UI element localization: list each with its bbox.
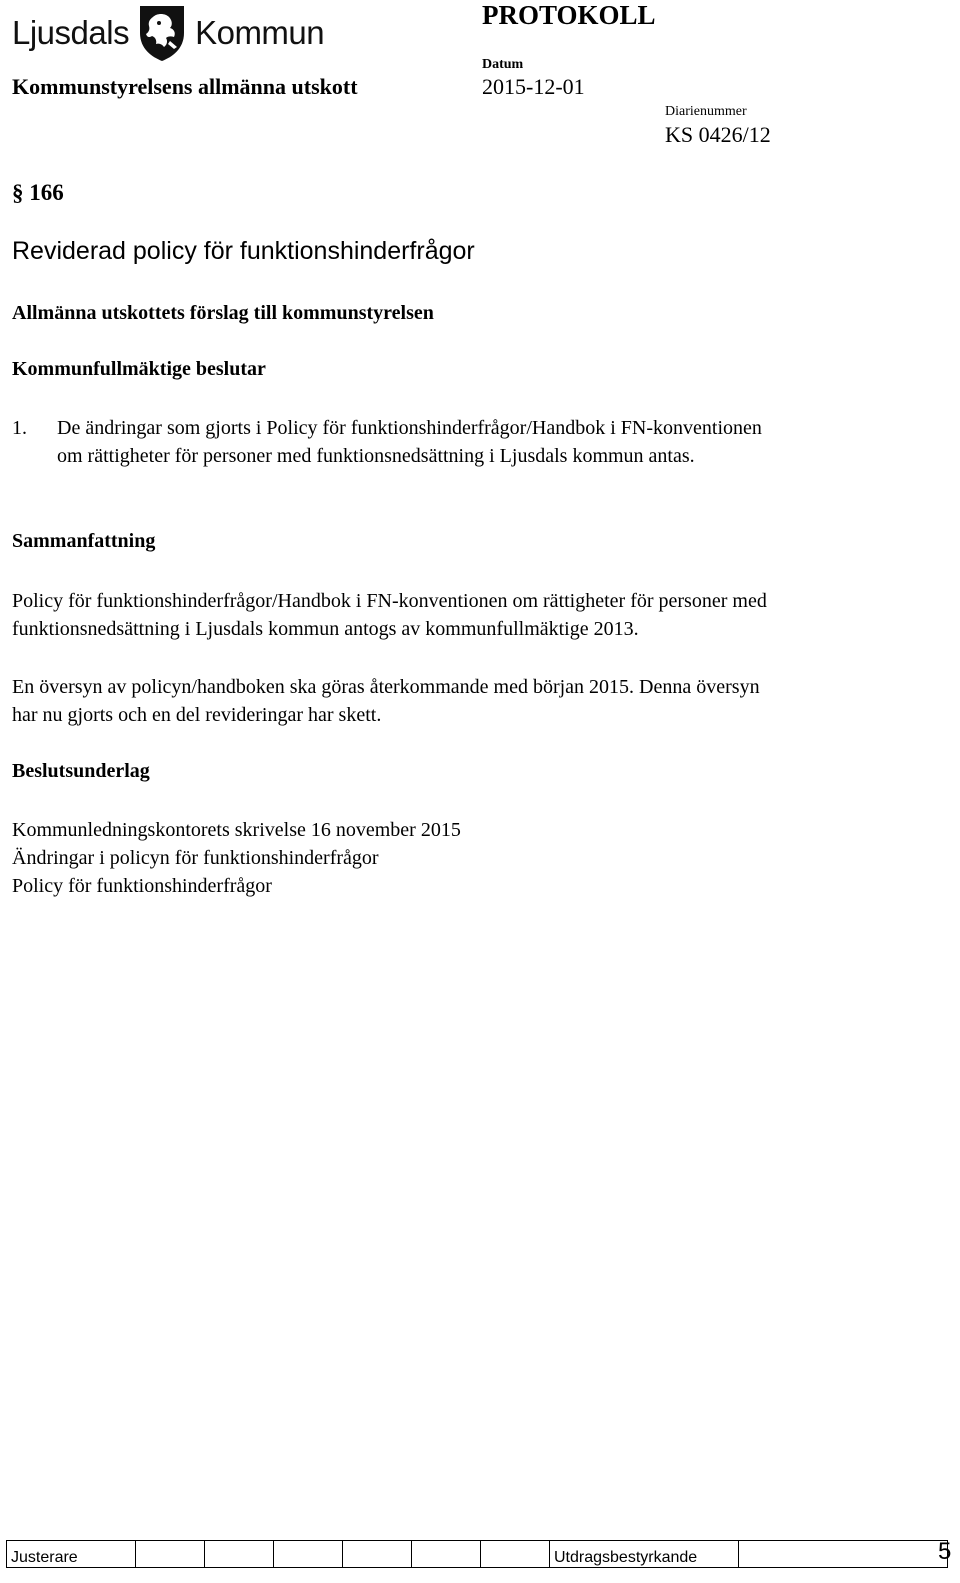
text-line: har nu gjorts och en del revideringar har skett. bbox=[12, 704, 382, 726]
logo-text-right: Kommun bbox=[195, 14, 325, 51]
page-number: 5 bbox=[938, 1538, 952, 1565]
text-line: funktionsnedsättning i Ljusdals kommun antogs av kommunfullmäktige 2013. bbox=[12, 618, 639, 640]
text-line: Policy för funktionshinderfrågor/Handbok i FN-konventionen om rättigheter för personer med bbox=[12, 590, 767, 612]
registration-number-label: Diarienummer bbox=[665, 104, 747, 119]
basis-heading: Beslutsunderlag bbox=[12, 760, 150, 782]
decision-list bbox=[12, 414, 762, 470]
section-number: § 166 bbox=[12, 180, 64, 205]
logo-text-left: Ljusdals bbox=[12, 14, 130, 51]
list-item: Kommunledningskontorets skrivelse 16 november 2015 bbox=[12, 819, 461, 841]
signature-cell bbox=[412, 1541, 481, 1568]
summary-paragraph-2 bbox=[12, 673, 760, 729]
summary-heading: Sammanfattning bbox=[12, 530, 156, 552]
basis-list bbox=[12, 816, 461, 900]
date-value: 2015-12-01 bbox=[482, 74, 585, 99]
page-title: Reviderad policy för funktionshinderfrågor bbox=[12, 237, 475, 265]
summary-paragraph-1 bbox=[12, 587, 767, 643]
registration-number-value: KS 0426/12 bbox=[665, 122, 771, 147]
signature-cell bbox=[481, 1541, 550, 1568]
list-item: Policy för funktionshinderfrågor bbox=[12, 875, 272, 897]
list-item: Ändringar i policyn för funktionshinderfrågor bbox=[12, 847, 379, 869]
decision-heading: Kommunfullmäktige beslutar bbox=[12, 358, 266, 380]
signature-cell bbox=[739, 1541, 948, 1568]
justerare-label: Justerare bbox=[7, 1541, 136, 1568]
signature-cell bbox=[136, 1541, 205, 1568]
list-item-text: De ändringar som gjorts i Policy för funktionshinderfrågor/Handbok i FN-konventionen bbox=[57, 417, 762, 439]
proposal-heading: Allmänna utskottets förslag till kommunstyrelsen bbox=[12, 302, 434, 324]
list-item bbox=[12, 414, 762, 442]
committee-name: Kommunstyrelsens allmänna utskott bbox=[12, 74, 358, 99]
document-type: PROTOKOLL bbox=[482, 0, 656, 30]
list-item-number: 1. bbox=[12, 417, 27, 439]
signature-cell bbox=[205, 1541, 274, 1568]
date-label: Datum bbox=[482, 57, 524, 72]
utdragsbestyrkande-label: Utdragsbestyrkande bbox=[550, 1541, 739, 1568]
coat-of-arms-icon bbox=[137, 3, 187, 63]
list-item-continuation: om rättigheter för personer med funktionsnedsättning i Ljusdals kommun antas. bbox=[57, 445, 695, 467]
municipality-logo bbox=[12, 2, 324, 64]
text-line: En översyn av policyn/handboken ska göras återkommande med början 2015. Denna översyn bbox=[12, 676, 760, 698]
signature-cell bbox=[343, 1541, 412, 1568]
signature-table bbox=[6, 1540, 948, 1568]
signature-cell bbox=[274, 1541, 343, 1568]
